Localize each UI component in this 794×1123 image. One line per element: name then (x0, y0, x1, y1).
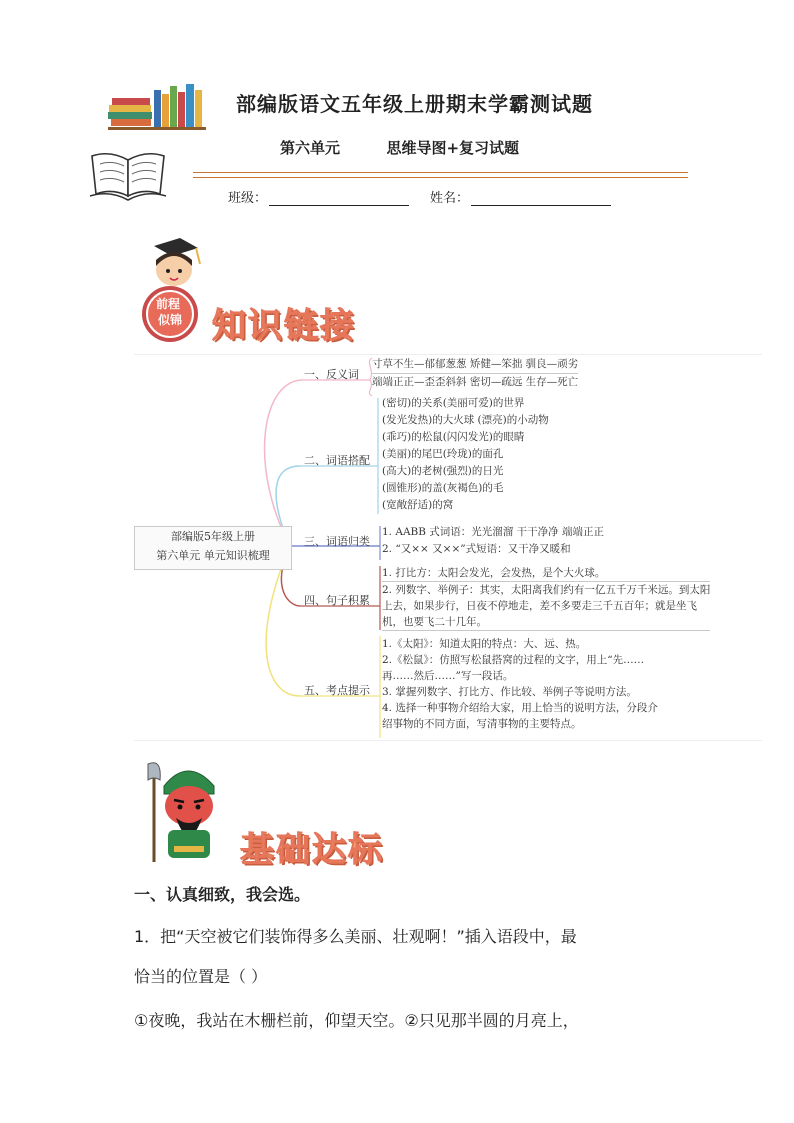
mindmap-leaf-group-sentences (382, 565, 710, 631)
page-title: 部编版语文五年级上册期末学霸测试题 (236, 92, 593, 116)
banner-badge-bottom: 似锦 (158, 313, 183, 327)
mindmap-leaf: 再……然后……”写一段话。 (382, 670, 514, 682)
mindmap-leaf: (发光发热)的大火球 (漂亮)的小动物 (382, 414, 549, 426)
mindmap-leaf: 寸草不生—郁郁葱葱 矫健—笨拙 驯良—顽劣 (372, 356, 578, 374)
mindmap-leaf-group-categories (382, 524, 604, 558)
question-1-line-1: 1．把“天空被它们装饰得多么美丽、壮观啊！”插入语段中，最 (134, 927, 577, 946)
mindmap-leaf: 1. AABB 式词语：光光溜溜 干干净净 端端正正 (382, 526, 604, 538)
mindmap-leaf-group-collocations (382, 395, 549, 514)
banner-badge-top: 前程 (156, 297, 181, 311)
mindmap-leaf-group-antonyms (372, 356, 578, 391)
mindmap-leaf: 上去，如果步行，日夜不停地走，差不多要走三千五百年；就是坐飞 (382, 600, 697, 612)
name-label: 姓名： (430, 191, 470, 206)
mindmap-leaf: 2. “又×× 又××”式短语：又干净又暖和 (382, 543, 571, 555)
knowledge-link-banner: 知识链接 (212, 306, 356, 346)
mindmap-leaf: (圆锥形)的盖(灰褐色)的毛 (382, 482, 504, 494)
mindmap-branch-sentences: 四、句子积累 (304, 594, 370, 607)
mindmap-leaf: (美丽)的尾巴(玲珑)的面孔 (382, 448, 504, 460)
mindmap-leaf: 2. 列数字、举例子：其实，太阳离我们约有一亿五千万千米远。到太阳 (382, 584, 711, 596)
mindmap-leaf: 2.《松鼠》：仿照写松鼠搭窝的过程的文字，用上“先…… (382, 654, 645, 666)
mindmap-branch-collocations: 二、词语搭配 (304, 454, 370, 467)
mindmap-leaf: (乖巧)的松鼠(闪闪发光)的眼睛 (382, 431, 525, 443)
mindmap-root-line2: 第六单元 单元知识梳理 (156, 549, 270, 562)
mindmap-root-line1: 部编版5年级上册 (171, 530, 255, 543)
section-label: 思维导图+复习试题 (386, 139, 520, 157)
mindmap-leaf: 绍事物的不同方面，写清事物的主要特点。 (382, 718, 582, 730)
class-label: 班级： (228, 191, 268, 206)
mindmap-branch-exam-tips: 五、考点提示 (304, 684, 370, 697)
mindmap-leaf: 1. 打比方：太阳会发光，会发热，是个大火球。 (382, 565, 710, 582)
question-1-line-2: 恰当的位置是（ ） (134, 967, 268, 986)
mindmap-leaf-group-exam-tips (382, 636, 658, 732)
mindmap-leaf: (宽敞舒适)的窝 (382, 499, 454, 511)
mindmap-branch-categories: 三、词语归类 (304, 535, 370, 548)
mindmap-leaf: 3. 掌握列数字、打比方、作比较、举例子等说明方法。 (382, 686, 637, 698)
mindmap-leaf: 1.《太阳》：知道太阳的特点：大、远、热。 (382, 638, 587, 650)
question-1-line-3: ①夜晚，我站在木栅栏前，仰望天空。②只见那半圆的月亮上， (134, 1011, 579, 1030)
mindmap-leaf: (高大)的老树(强烈)的日光 (382, 465, 504, 477)
mindmap-leaf: (密切)的关系(美丽可爱)的世界 (382, 397, 525, 409)
guan-yu-mascot-icon (140, 758, 236, 864)
mindmap-leaf: 4. 选择一种事物介绍给大家，用上恰当的说明方法，分段介 (382, 702, 658, 714)
mindmap-frame-bottom (134, 740, 762, 741)
basic-standards-banner: 基础达标 (240, 830, 384, 870)
unit-label: 第六单元 (280, 139, 341, 157)
question-section-heading: 一、认真细致，我会选。 (134, 885, 311, 904)
mindmap-branch-antonyms: 一、反义词 (304, 368, 359, 381)
mindmap-leaf: 机，也要飞二十几年。 (382, 614, 710, 631)
mindmap-leaf: 端端正正—歪歪斜斜 密切—疏远 生存—死亡 (372, 376, 579, 388)
mindmap-root-node (134, 526, 292, 570)
